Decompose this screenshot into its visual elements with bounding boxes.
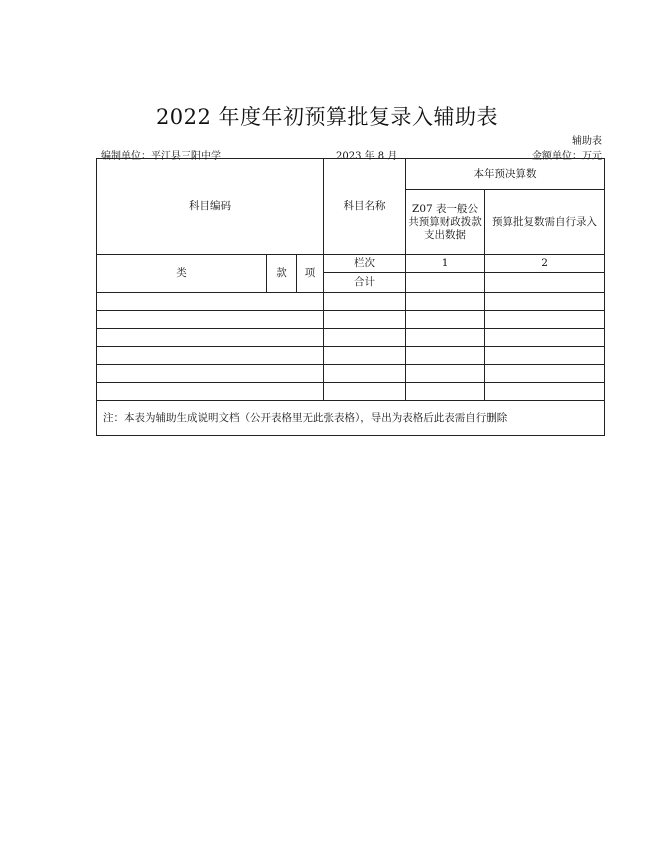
column-index-label: 栏次	[324, 255, 406, 273]
subject-code-header: 科目编码	[97, 159, 324, 255]
table-row	[97, 329, 605, 347]
total-value-1	[406, 273, 485, 293]
page-title: 2022 年度年初预算批复录入辅助表	[155, 105, 499, 129]
annual-budget-header: 本年预决算数	[406, 159, 605, 190]
subject-name-header: 科目名称	[324, 159, 406, 255]
column-number-2: 2	[485, 255, 605, 273]
table-row	[97, 293, 605, 311]
table-row	[97, 383, 605, 401]
z07-data-header: Z07 表一般公共预算财政拨款支出数据	[406, 190, 485, 255]
manual-input-header: 预算批复数需自行录入	[485, 190, 605, 255]
form-label: 辅助表	[572, 136, 602, 147]
table-row	[97, 311, 605, 329]
column-number-1: 1	[406, 255, 485, 273]
table-note: 注：本表为辅助生成说明文档（公开表格里无此张表格），导出为表格后此表需自行删除	[97, 401, 605, 436]
category-header: 类	[97, 255, 267, 293]
amount-unit: 金额单位：万元	[532, 151, 602, 162]
report-date: 2023 年 8 月	[336, 151, 398, 162]
total-row-label: 合计	[324, 273, 406, 293]
budget-table	[96, 158, 605, 436]
total-value-2	[485, 273, 605, 293]
section-header: 款	[267, 255, 297, 293]
table-row	[97, 365, 605, 383]
table-row	[97, 347, 605, 365]
compiling-unit: 编制单位：平江县三阳中学	[101, 151, 221, 162]
item-header: 项	[297, 255, 324, 293]
